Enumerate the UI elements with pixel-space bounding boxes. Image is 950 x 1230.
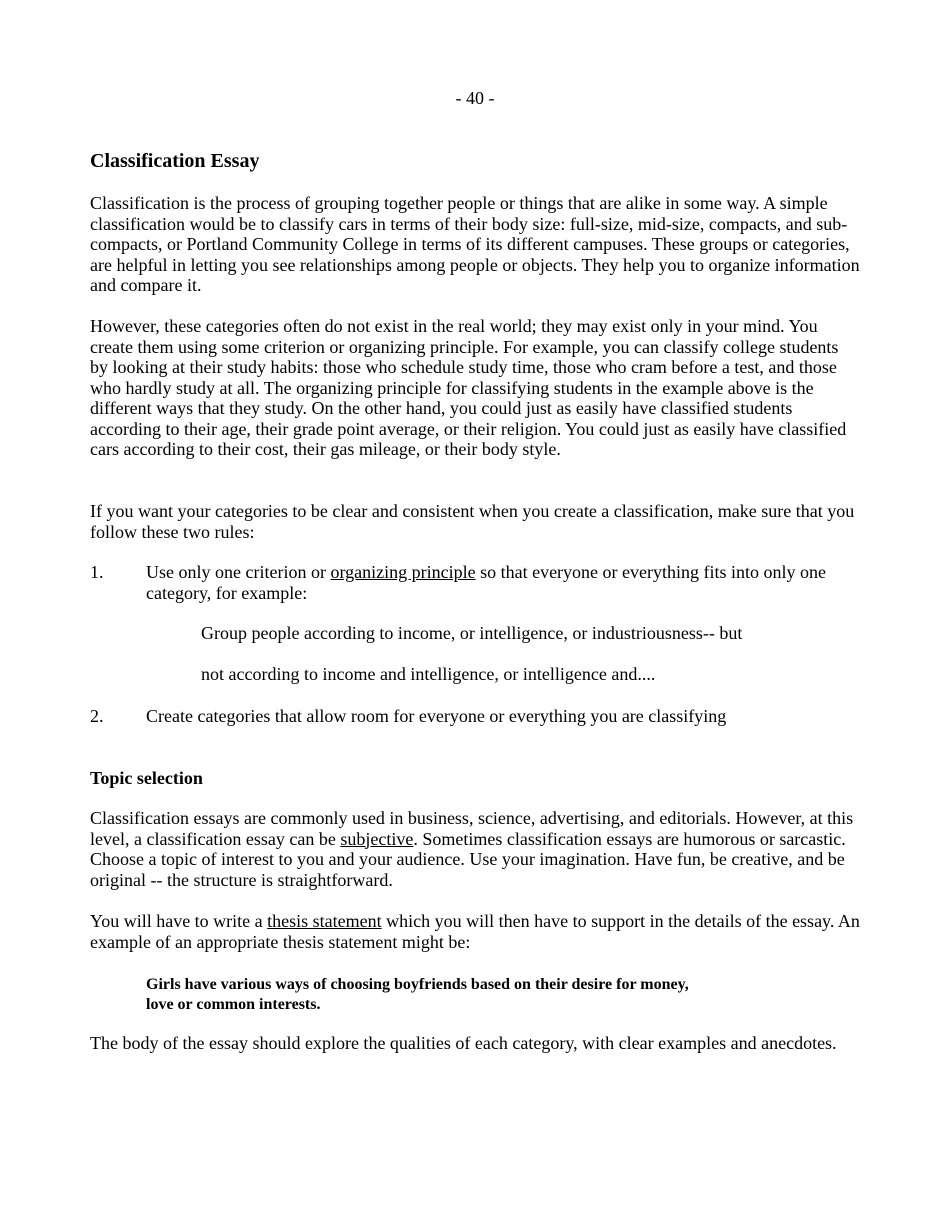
topic-paragraph-1-start: Classification essays are commonly used in business, science, advertising, and editorials. However, at this level, a classification essay can be — [90, 808, 854, 849]
topic-paragraph-3: The body of the essay should explore the qualities of each category, with clear examples and anecdotes. — [90, 1033, 837, 1053]
intro-paragraph-1: Classification is the process of grouping together people or things that are alike in some way. A simple classification would be to classify cars in terms of their body size: full-size, mid-size, compacts, and sub-compacts, or Portland Community College in terms of its different campuses. These groups or categories, are helpful in letting you see relationships among people or objects. They help you to organize information and compare it. — [90, 193, 860, 295]
rule-1-text-end: so that everyone or everything fits into only one category, for example: — [146, 562, 826, 603]
topic-paragraph-2 — [90, 911, 860, 952]
topic-paragraph-2-end: which you will then have to support in the details of the essay. An example of an appropriate thesis statement might be: — [90, 911, 860, 952]
rule-1-example-1: Group people according to income, or intelligence, or industriousness-- but — [201, 623, 743, 643]
topic-paragraph-1 — [90, 808, 860, 890]
rule-1-text-start: Use only one criterion or — [146, 562, 331, 582]
page-number: - 40 - — [455, 88, 495, 108]
intro-paragraph-2: However, these categories often do not exist in the real world; they may exist only in your mind. You create them using some criterion or organizing principle. For example, you can classify college students by looking at their study habits: those who schedule study time, those who cram before a test, and those who hardly study at all. The organizing principle for classifying students in the example above is the different ways that they study. On the other hand, you could just as easily have classified students according to their age, their grade point average, or their religion. You could just as easily have classified cars according to their cost, their gas mileage, or their body style. — [90, 316, 847, 459]
organizing-principle-term: organizing principle — [330, 562, 476, 582]
topic-paragraph-1-end: . Sometimes classification essays are humorous or sarcastic. Choose a topic of interest to you and your audience. Use your imagination. Have fun, be creative, and be original -- the structure is straightforward. — [90, 828, 846, 890]
thesis-statement-term: thesis statement — [267, 911, 382, 931]
section-heading-topic-selection: Topic selection — [90, 768, 203, 788]
thesis-example: Girls have various ways of choosing boyfriends based on their desire for money, love or common interests. — [146, 976, 689, 1013]
page-title: Classification Essay — [90, 150, 260, 172]
rule-2-text: Create categories that allow room for everyone or everything you are classifying — [146, 706, 727, 726]
rule-1-number: 1. — [90, 562, 104, 582]
rule-1-example-2: not according to income and intelligence, or intelligence and.... — [201, 664, 656, 684]
rule-1-text — [146, 562, 846, 603]
rule-2-number: 2. — [90, 706, 104, 726]
topic-paragraph-2-start: You will have to write a — [90, 911, 268, 931]
intro-paragraph-3: If you want your categories to be clear and consistent when you create a classification, make sure that you follow these two rules: — [90, 501, 855, 542]
subjective-term: subjective — [340, 828, 414, 849]
